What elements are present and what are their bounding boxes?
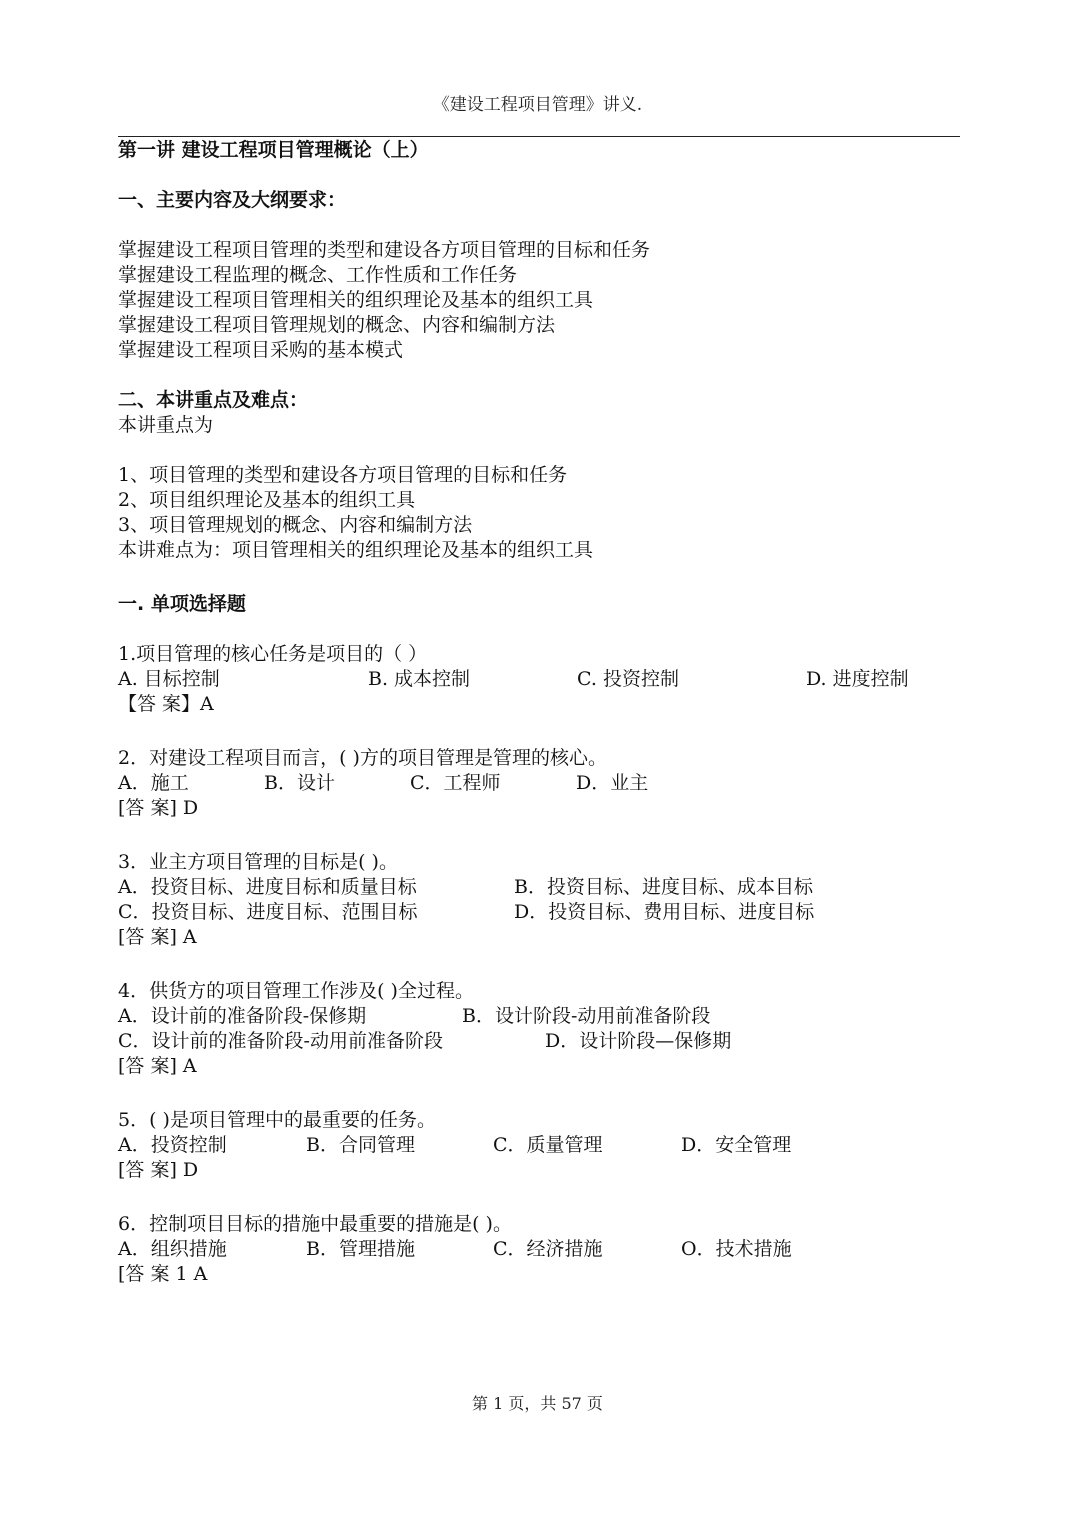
question-option: D．安全管理 — [681, 1134, 792, 1156]
section-heading-outline: 一、主要内容及大纲要求： — [118, 189, 347, 211]
question-option: O．技术措施 — [681, 1238, 792, 1260]
question-stem: 3．业主方项目管理的目标是( )。 — [118, 851, 398, 873]
question-option: C．质量管理 — [493, 1134, 603, 1156]
question-option: B. 成本控制 — [368, 668, 471, 690]
question-option: C．设计前的准备阶段-动用前准备阶段 — [118, 1030, 443, 1052]
section-heading-key-points: 二、本讲重点及难点： — [118, 389, 309, 411]
question-option: A. 目标控制 — [118, 668, 220, 690]
question-option: A．设计前的准备阶段-保修期 — [118, 1005, 367, 1027]
question-option: C．投资目标、进度目标、范围目标 — [118, 901, 418, 923]
question-option: D．业主 — [576, 772, 649, 794]
question-stem: 4．供货方的项目管理工作涉及( )全过程。 — [118, 980, 474, 1002]
page-number-footer: 第 1 页，共 57 页 — [472, 1394, 603, 1413]
outline-item: 掌握建设工程项目采购的基本模式 — [118, 339, 404, 361]
question-option: A．投资目标、进度目标和质量目标 — [118, 876, 417, 898]
key-points-intro: 本讲重点为 — [118, 414, 214, 436]
question-option: B．合同管理 — [306, 1134, 415, 1156]
question-answer: [答 案] D — [118, 1159, 199, 1181]
question-stem: 1.项目管理的核心任务是项目的（ ） — [118, 643, 428, 665]
header-title: 《建设工程项目管理》讲义. — [432, 95, 643, 115]
section-heading-single-choice: 一. 单项选择题 — [118, 593, 246, 615]
difficulty-text: 本讲难点为：项目管理相关的组织理论及基本的组织工具 — [118, 539, 594, 561]
question-option: B．设计阶段-动用前准备阶段 — [462, 1005, 711, 1027]
question-option: B．设计 — [264, 772, 335, 794]
question-stem: 2．对建设工程项目而言，( )方的项目管理是管理的核心。 — [118, 747, 607, 769]
question-option: A．施工 — [118, 772, 189, 794]
question-option: B．管理措施 — [306, 1238, 415, 1260]
question-answer: 【答 案】A — [118, 693, 214, 715]
question-option: D．投资目标、费用目标、进度目标 — [514, 901, 815, 923]
header-divider — [118, 136, 960, 137]
question-option: C. 投资控制 — [577, 668, 679, 690]
key-point-item: 3、项目管理规划的概念、内容和编制方法 — [118, 514, 473, 536]
key-point-item: 2、项目组织理论及基本的组织工具 — [118, 489, 416, 511]
key-point-item: 1、项目管理的类型和建设各方项目管理的目标和任务 — [118, 464, 568, 486]
question-answer: [答 案] A — [118, 926, 197, 948]
question-option: D．设计阶段—保修期 — [545, 1030, 732, 1052]
outline-item: 掌握建设工程项目管理相关的组织理论及基本的组织工具 — [118, 289, 594, 311]
question-option: B．投资目标、进度目标、成本目标 — [514, 876, 813, 898]
question-answer: [答 案 1 A — [118, 1263, 208, 1285]
question-answer: [答 案] D — [118, 797, 199, 819]
question-stem: 5．( )是项目管理中的最重要的任务。 — [118, 1109, 436, 1131]
question-option: C．经济措施 — [493, 1238, 603, 1260]
outline-item: 掌握建设工程项目管理的类型和建设各方项目管理的目标和任务 — [118, 239, 651, 261]
question-option: A．投资控制 — [118, 1134, 227, 1156]
outline-item: 掌握建设工程监理的概念、工作性质和工作任务 — [118, 264, 518, 286]
question-option: A．组织措施 — [118, 1238, 227, 1260]
lecture-title: 第一讲 建设工程项目管理概论（上） — [118, 139, 429, 161]
question-option: C．工程师 — [410, 772, 501, 794]
outline-item: 掌握建设工程项目管理规划的概念、内容和编制方法 — [118, 314, 556, 336]
question-option: D. 进度控制 — [806, 668, 909, 690]
question-answer: [答 案] A — [118, 1055, 197, 1077]
question-stem: 6．控制项目目标的措施中最重要的措施是( )。 — [118, 1213, 512, 1235]
